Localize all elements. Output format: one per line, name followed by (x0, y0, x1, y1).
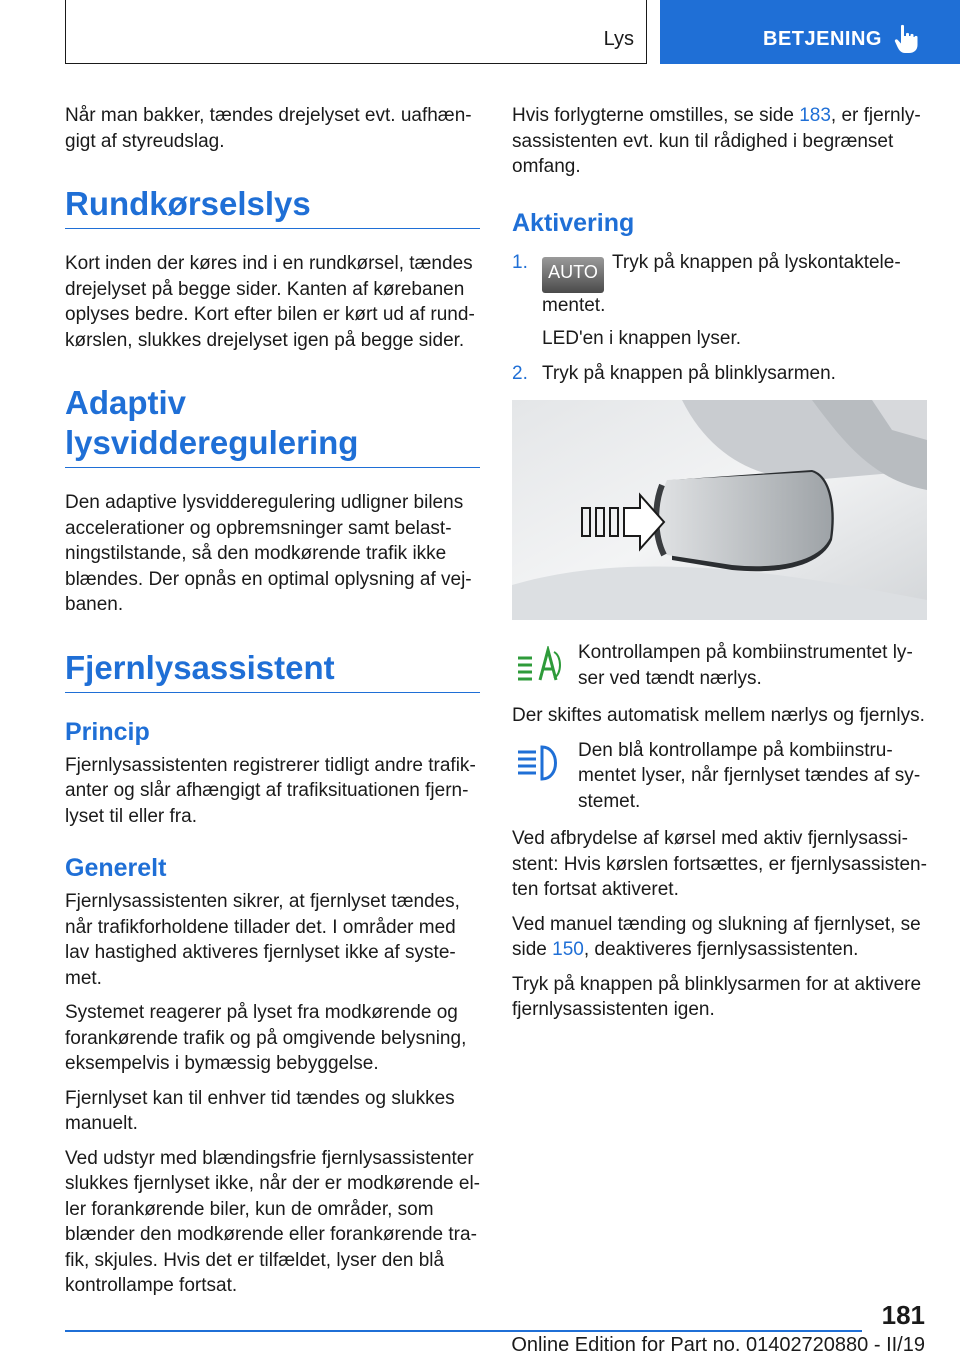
hand-pointer-icon (893, 24, 921, 54)
intro-paragraph: Når man bakker, tændes drejelyset evt. uafhængigt af styreudslag. (65, 105, 472, 152)
adjust-paragraph: Hvis forlygterne omstilles, se side 183, er fjernlysassistenten evt. kun til rådighed i begrænset omfang. (512, 105, 921, 177)
right-column (512, 103, 927, 1032)
roundabout-heading: Rundkørselslys (65, 184, 480, 229)
adaptive-heading: Adaptiv lysvidderegulering (65, 383, 480, 468)
roundabout-paragraph: Kort inden der køres ind i en rundkørsel, tændes drejelyset på begge sider. Kanten af kørebanen oplyses bedre. Kort efter bilen er kørt ud af rundkørslen, slukkes drejelyset igen på begge sider. (65, 253, 475, 351)
activation-heading: Aktivering (512, 208, 635, 237)
general-paragraph-2: Systemet reagerer på lyset fra modkørende og forankørende trafik og på omgivende belysning, eksempelvis i bymæssig bebyggelse. (65, 1002, 467, 1074)
manual-paragraph: Ved manuel tænding og slukning af fjernlyset, se side 150, deaktiveres fjernlysassistenten. (512, 913, 921, 960)
step-number: 1. (512, 251, 528, 273)
page-number: 181 (881, 1300, 925, 1330)
auto-switch-paragraph: Der skiftes automatisk mellem nærlys og fjernlys. (512, 705, 925, 726)
high-beam-assist-green-icon (514, 646, 564, 684)
turn-signal-lever-illustration (512, 400, 927, 620)
lamp-row-blue (512, 738, 927, 815)
auto-button-icon: AUTO (542, 257, 604, 293)
lamp-green-text: Kontrollampen på kombiinstrumentet lyser ved tændt nærlys. (578, 642, 913, 689)
high-beam-blue-icon (514, 744, 564, 782)
general-paragraph-4: Ved udstyr med blændingsfrie fjernlysassistenter slukkes fjernlyset ikke, når der er modkørende eller forankørende biler, kun de områder, som blænder den modkørende eller forankørende trafik, skjules. Hvis det er tilfældet, lyser den blå kontrollampe fortsat. (65, 1147, 480, 1296)
lamp-row-green (512, 640, 927, 691)
step-2 (512, 361, 927, 387)
chapter-label: BETJENING (763, 28, 882, 50)
interrupt-paragraph: Ved afbrydelse af kørsel med aktiv fjernlysassistent: Hvis kørslen fortsættes, er fjernlysassistenten fortsat aktiveret. (512, 828, 927, 900)
high-beam-assist-heading: Fjernlysassistent (65, 648, 480, 693)
edition-text: Online Edition for Part no. 01402720880 - II/19 (511, 1334, 925, 1356)
left-column (65, 103, 480, 1308)
section-title: Lys (603, 28, 634, 50)
step-text: Tryk på knappen på lyskontaktelementet. (542, 251, 901, 316)
step-number: 2. (512, 362, 528, 384)
general-heading: Generelt (65, 854, 167, 882)
footer-divider (65, 1330, 862, 1332)
general-paragraph-1: Fjernlysassistenten sikrer, at fjernlyset tændes, når trafikforholdene tillader det. I områder med lav hastighed aktiveres fjernlyset ikke af systemet. (65, 891, 460, 989)
reactivate-paragraph: Tryk på knappen på blinklysarmen for at aktivere fjernlysassistenten igen. (512, 973, 922, 1020)
principle-heading: Princip (65, 717, 150, 746)
step-1 (512, 250, 927, 319)
step-text: Tryk på knappen på blinklysarmen. (542, 362, 836, 384)
step-1-note: LED'en i knappen lyser. (542, 328, 742, 349)
principle-paragraph: Fjernlysassistenten registrerer tidligt andre trafikanter og slår afhængigt af trafiksituationen fjernlyset til eller fra. (65, 754, 476, 827)
page-link-183[interactable]: 183 (799, 105, 831, 126)
adaptive-paragraph: Den adaptive lysvidderegulering udligner bilens accelerationer og opbremsninger samt belastningstilstande, så den modkørende trafik ikke blændes. Der opnås en optimal oplysning af vejbanen. (65, 492, 472, 615)
header-section-box (65, 0, 647, 64)
page-link-150[interactable]: 150 (552, 939, 584, 960)
chapter-tab[interactable] (660, 0, 960, 64)
lamp-blue-text: Den blå kontrollampe på kombiinstrumentet lyser, når fjernlyset tændes af systemet. (578, 739, 921, 812)
general-paragraph-3: Fjernlyset kan til enhver tid tændes og slukkes manuelt. (65, 1087, 455, 1134)
